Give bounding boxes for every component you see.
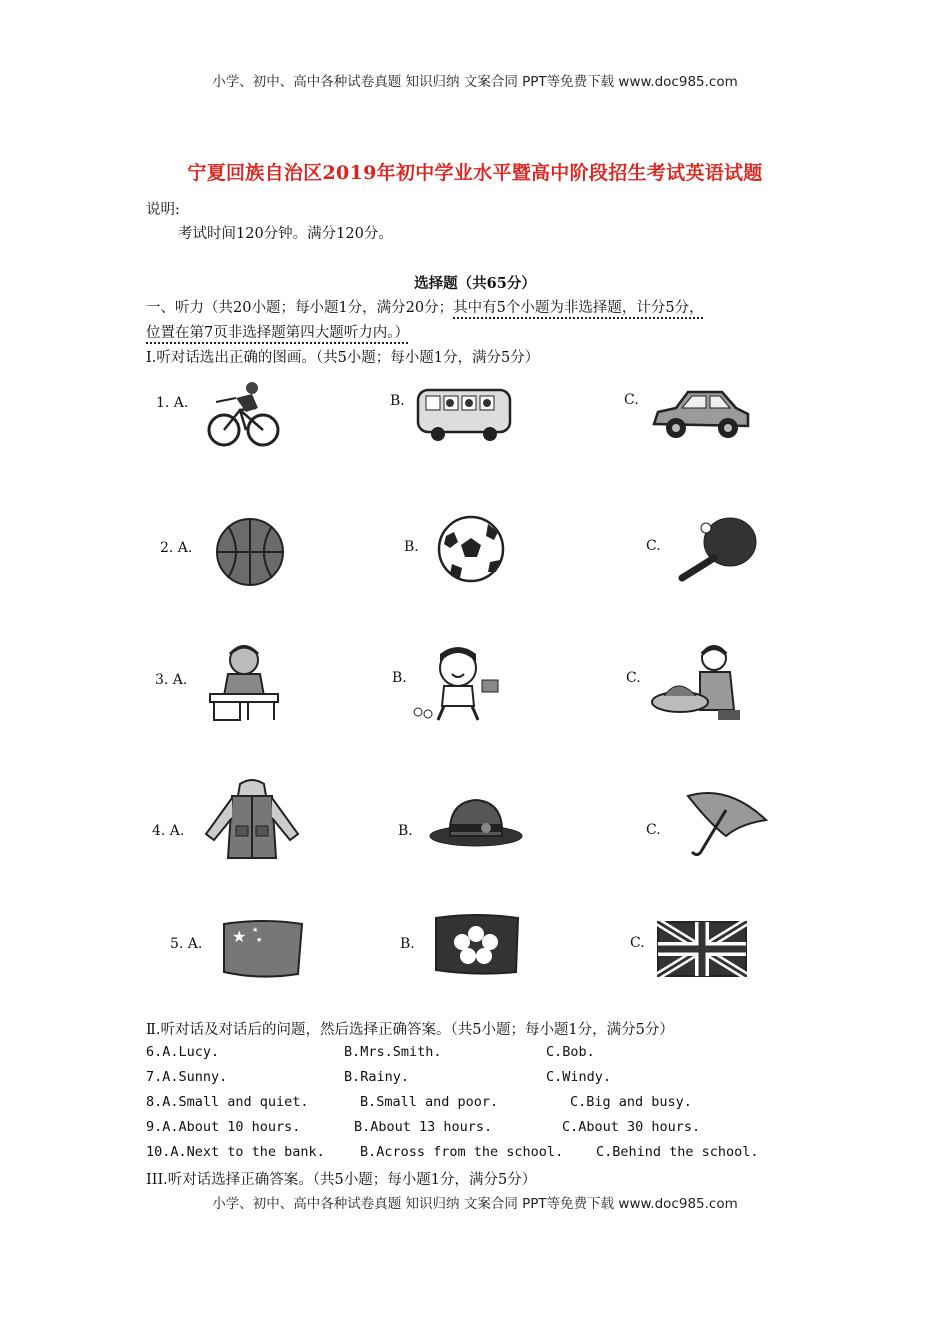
q9-option-b: B.About 13 hours.	[354, 1119, 493, 1135]
umbrella-picture	[680, 790, 770, 860]
q10-option-c: C.Behind the school.	[596, 1144, 759, 1160]
q5-b-label: B.	[400, 936, 415, 952]
q1-c-label: C.	[624, 392, 639, 408]
q4-label: 4. A.	[152, 823, 185, 839]
q6-option-a: 6.A.Lucy.	[146, 1044, 220, 1060]
q2-b-label: B.	[404, 539, 419, 555]
part1-line1-b: 其中有5个小题为非选择题，计分5分，	[453, 300, 704, 316]
q4-b-label: B.	[398, 823, 413, 839]
q6-option-b: B.Mrs.Smith.	[344, 1044, 442, 1060]
jacket-picture	[202, 778, 302, 862]
q3-label: 3. A.	[155, 672, 188, 688]
intro-label: 说明:	[146, 202, 180, 218]
q8-option-b: B.Small and poor.	[360, 1094, 499, 1110]
page-footer: 小学、初中、高中各种试卷真题 知识归纳 文案合同 PPT等免费下载 www.doc985.com	[212, 1196, 738, 1212]
sub3-heading: III.听对话选择正确答案。（共5小题；每小题1分，满分5分）	[146, 1172, 537, 1188]
school-bus-picture	[414, 380, 514, 444]
page-header: 小学、初中、高中各种试卷真题 知识归纳 文案合同 PPT等免费下载 www.doc985.com	[212, 74, 738, 90]
part1-line2: 位置在第7页非选择题第四大题听力内。）	[146, 325, 409, 341]
q2-c-label: C.	[646, 538, 661, 554]
q1-label: 1. A.	[156, 395, 189, 411]
car-picture	[648, 384, 752, 444]
intro-content: 考试时间120分钟。满分120分。	[178, 226, 393, 242]
q5-label: 5. A.	[170, 936, 203, 952]
part1-line1-a: 一、听力（共20小题；每小题1分，满分20分；	[146, 300, 454, 316]
q5-c-label: C.	[630, 935, 645, 951]
sub2-heading: Ⅱ.听对话及对话后的问题，然后选择正确答案。（共5小题；每小题1分，满分5分）	[146, 1022, 674, 1038]
q7-option-b: B.Rainy.	[344, 1069, 410, 1085]
q3-c-label: C.	[626, 670, 641, 686]
bicycle-rider-picture	[206, 380, 280, 448]
q10-option-a: 10.A.Next to the bank.	[146, 1144, 325, 1160]
q8-option-c: C.Big and busy.	[570, 1094, 692, 1110]
q8-option-a: 8.A.Small and quiet.	[146, 1094, 309, 1110]
q2-label: 2. A.	[160, 540, 193, 556]
student-at-desk-picture	[204, 640, 280, 724]
football-picture	[436, 514, 506, 584]
svg-text:★: ★	[232, 927, 247, 946]
page-title: 宁夏回族自治区2019年初中学业水平暨高中阶段招生考试英语试题	[187, 162, 763, 184]
person-cooking-picture	[648, 640, 744, 724]
child-playing-picture	[410, 640, 506, 724]
hat-picture	[428, 796, 524, 848]
q7-option-a: 7.A.Sunny.	[146, 1069, 228, 1085]
q3-b-label: B.	[392, 670, 407, 686]
q9-option-a: 9.A.About 10 hours.	[146, 1119, 301, 1135]
hong-kong-flag-picture	[432, 914, 522, 976]
q9-option-c: C.About 30 hours.	[562, 1119, 701, 1135]
q7-option-c: C.Windy.	[546, 1069, 612, 1085]
ping-pong-paddle-picture	[676, 516, 760, 586]
q6-option-c: C.Bob.	[546, 1044, 595, 1060]
china-flag-picture	[220, 918, 306, 980]
q1-b-label: B.	[390, 393, 405, 409]
uk-flag-picture	[656, 920, 748, 978]
q10-option-b: B.Across from the school.	[360, 1144, 564, 1160]
part1-line1	[146, 296, 704, 317]
basketball-picture	[214, 516, 286, 588]
svg-text:★: ★	[252, 926, 259, 934]
svg-text:★: ★	[256, 936, 263, 944]
section-title: 选择题（共65分）	[414, 275, 536, 292]
q4-c-label: C.	[646, 822, 661, 838]
sub1-heading: Ⅰ.听对话选出正确的图画。（共5小题；每小题1分，满分5分）	[146, 350, 540, 366]
